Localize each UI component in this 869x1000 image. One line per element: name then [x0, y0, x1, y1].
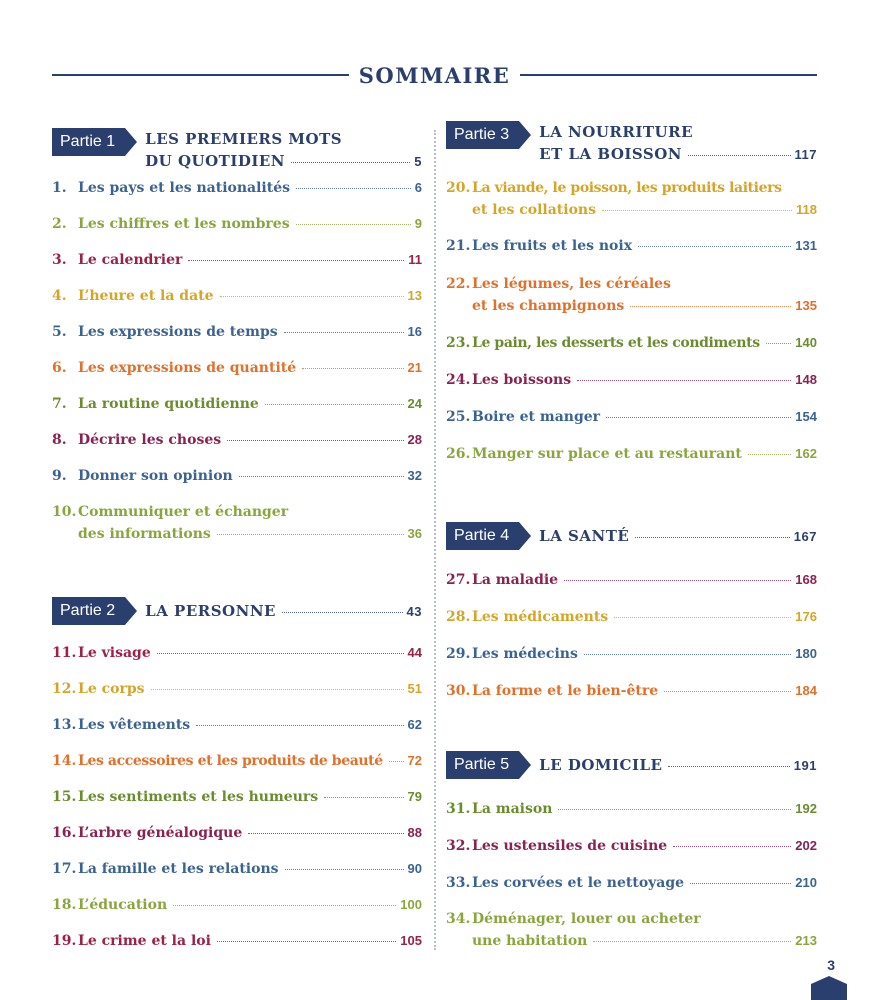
- toc-entry-1[interactable]: [52, 177, 422, 199]
- chapter-title: La forme et le bien-être: [472, 683, 659, 699]
- part-tag: Partie 1: [52, 128, 125, 156]
- chapter-title: La maladie: [472, 572, 559, 588]
- part-page: 117: [794, 147, 817, 162]
- part-title-line: LA SANTÉ: [539, 527, 630, 545]
- part-3-heading[interactable]: [446, 121, 817, 166]
- chapter-page: 21: [407, 360, 422, 375]
- chapter-number: 6.: [52, 360, 67, 376]
- chapter-page: 192: [795, 801, 817, 816]
- chapter-page: 79: [407, 789, 422, 804]
- part-title-line: LA NOURRITURE: [539, 123, 693, 141]
- chapter-number: 4.: [52, 288, 67, 304]
- chapter-page: 210: [795, 875, 817, 890]
- chapter-number: 32.: [446, 838, 471, 854]
- toc-entry-34[interactable]: [446, 908, 817, 952]
- toc-entry-8[interactable]: [52, 429, 422, 451]
- chapter-title: Boire et manger: [472, 409, 601, 425]
- chapter-page: 148: [795, 372, 817, 387]
- chapter-number: 25.: [446, 409, 471, 425]
- toc-entry-23[interactable]: [446, 332, 817, 354]
- chapter-page: 44: [407, 645, 422, 660]
- chapter-page: 135: [795, 298, 817, 313]
- chapter-title: Déménager, louer ou acheter: [472, 911, 701, 927]
- chapter-number: 22.: [446, 276, 471, 292]
- chapter-number: 30.: [446, 683, 471, 699]
- chapter-number: 28.: [446, 609, 471, 625]
- chapter-page: 168: [795, 572, 817, 587]
- chapter-page: 118: [796, 202, 817, 217]
- chapter-number: 16.: [52, 825, 77, 841]
- chapter-number: 20.: [446, 180, 471, 196]
- chapter-page: 162: [795, 446, 817, 461]
- part-tag: Partie 5: [446, 751, 519, 779]
- chapter-title: Donner son opinion: [78, 468, 233, 484]
- chapter-title: Le calendrier: [78, 252, 183, 268]
- toc-entry-24[interactable]: [446, 369, 817, 391]
- column-divider: [434, 130, 436, 950]
- part-5-heading[interactable]: [446, 751, 817, 780]
- page-title: SOMMAIRE: [358, 62, 511, 88]
- chapter-page: 131: [795, 238, 817, 253]
- part-title: [145, 597, 422, 626]
- chapter-number: 3.: [52, 252, 67, 268]
- part-title: [539, 522, 817, 551]
- part-title-line: ET LA BOISSON: [539, 145, 683, 163]
- chapter-number: 8.: [52, 432, 67, 448]
- toc-entry-17[interactable]: [52, 858, 422, 880]
- chapter-number: 17.: [52, 861, 77, 877]
- chapter-title: Le corps: [78, 681, 145, 697]
- chapter-title: Les sentiments et les humeurs: [78, 789, 319, 805]
- part-tag: Partie 3: [446, 121, 519, 149]
- toc-entry-27[interactable]: [446, 569, 817, 591]
- header-rule-right: [520, 74, 817, 76]
- chapter-title-line2: et les champignons: [472, 298, 625, 314]
- chapter-title: La routine quotidienne: [78, 396, 259, 412]
- toc-entry-5[interactable]: [52, 321, 422, 343]
- chapter-page: 105: [400, 933, 422, 948]
- chapter-title: L’éducation: [78, 897, 168, 913]
- chapter-title: Les médicaments: [472, 609, 609, 625]
- toc-entry-20[interactable]: [446, 177, 817, 221]
- toc-entry-11[interactable]: [52, 642, 422, 664]
- part-tag: Partie 4: [446, 522, 519, 550]
- toc-entry-12[interactable]: [52, 678, 422, 700]
- chapter-page: 72: [407, 753, 422, 768]
- chapter-title: La maison: [472, 801, 553, 817]
- chapter-number: 21.: [446, 238, 471, 254]
- part-title-line: DU QUOTIDIEN: [145, 152, 286, 170]
- part-title-line: LE DOMICILE: [539, 756, 663, 774]
- chapter-number: 9.: [52, 468, 67, 484]
- chapter-number: 1.: [52, 180, 67, 196]
- chapter-number: 14.: [52, 753, 77, 769]
- part-1-heading[interactable]: [52, 128, 422, 173]
- chapter-title: Les boissons: [472, 372, 572, 388]
- chapter-page: 9: [414, 216, 422, 231]
- toc-entry-9[interactable]: [52, 465, 422, 487]
- toc-entry-18[interactable]: [52, 894, 422, 916]
- toc-entry-26[interactable]: [446, 443, 817, 465]
- toc-entry-3[interactable]: [52, 249, 422, 271]
- toc-entry-2[interactable]: [52, 213, 422, 235]
- chapter-title: L’arbre généalogique: [78, 825, 243, 841]
- chapter-page: 154: [795, 409, 817, 424]
- chapter-title: Les vêtements: [78, 717, 191, 733]
- chapter-page: 88: [407, 825, 422, 840]
- chapter-page: 16: [407, 324, 422, 339]
- toc-entry-22[interactable]: [446, 273, 817, 317]
- part-page: 43: [406, 604, 422, 619]
- chapter-title: Les accessoires et les produits de beauté: [78, 753, 383, 769]
- toc-entry-16[interactable]: [52, 822, 422, 844]
- chapter-number: 19.: [52, 933, 77, 949]
- chapter-page: 13: [407, 288, 422, 303]
- part-title-line: LES PREMIERS MOTS: [145, 130, 343, 148]
- toc-entry-15[interactable]: [52, 786, 422, 808]
- toc-entry-21[interactable]: [446, 235, 817, 257]
- chapter-page: 11: [408, 252, 422, 267]
- chapter-title: Les ustensiles de cuisine: [472, 838, 668, 854]
- toc-entry-30[interactable]: [446, 680, 817, 702]
- chapter-title: Les fruits et les noix: [472, 238, 633, 254]
- chapter-title: Les médecins: [472, 646, 578, 662]
- part-2-heading[interactable]: [52, 597, 422, 626]
- part-title: [539, 121, 817, 166]
- chapter-page: 213: [795, 933, 817, 948]
- chapter-page: 90: [407, 861, 422, 876]
- chapter-number: 10.: [52, 504, 77, 520]
- chapter-page: 100: [400, 897, 422, 912]
- chapter-title: Les corvées et le nettoyage: [472, 875, 685, 891]
- toc-entry-6[interactable]: [52, 357, 422, 379]
- toc-entry-32[interactable]: [446, 835, 817, 857]
- chapter-number: 7.: [52, 396, 67, 412]
- toc-entry-33[interactable]: [446, 872, 817, 894]
- toc-entry-19[interactable]: [52, 930, 422, 952]
- chapter-title: La viande, le poisson, les produits laitiers: [472, 180, 782, 196]
- toc-entry-29[interactable]: [446, 643, 817, 665]
- chapter-title-line2: et les collations: [472, 202, 596, 218]
- chapter-number: 31.: [446, 801, 471, 817]
- chapter-page: 184: [795, 683, 817, 698]
- part-title: [539, 751, 817, 780]
- page-number: 3: [827, 957, 835, 973]
- chapter-number: 18.: [52, 897, 77, 913]
- part-tag: Partie 2: [52, 597, 125, 625]
- chapter-title: Les expressions de quantité: [78, 360, 297, 376]
- chapter-title: Le crime et la loi: [78, 933, 211, 949]
- chapter-number: 12.: [52, 681, 77, 697]
- chapter-number: 34.: [446, 911, 471, 927]
- chapter-title: Manger sur place et au restaurant: [472, 446, 742, 462]
- chapter-number: 33.: [446, 875, 471, 891]
- page-header: [52, 58, 817, 92]
- chapter-page: 32: [407, 468, 422, 483]
- chapter-number: 23.: [446, 335, 471, 351]
- part-page: 5: [414, 154, 422, 169]
- toc-entry-25[interactable]: [446, 406, 817, 428]
- toc-entry-13[interactable]: [52, 714, 422, 736]
- chapter-title: Communiquer et échanger: [78, 504, 289, 520]
- chapter-title-line2: une habitation: [472, 933, 588, 949]
- chapter-number: 15.: [52, 789, 77, 805]
- chapter-number: 27.: [446, 572, 471, 588]
- part-title-line: LA PERSONNE: [145, 602, 276, 620]
- chapter-page: 51: [407, 681, 422, 696]
- chapter-title: Les pays et les nationalités: [78, 180, 291, 196]
- chapter-title-line2: des informations: [78, 526, 211, 542]
- chapter-page: 180: [795, 646, 817, 661]
- chapter-page: 202: [795, 838, 817, 853]
- toc-entry-28[interactable]: [446, 606, 817, 628]
- toc-entry-10[interactable]: [52, 501, 422, 545]
- chapter-page: 28: [407, 432, 422, 447]
- chapter-title: Le visage: [78, 645, 151, 661]
- part-page: 191: [793, 758, 817, 773]
- part-4-heading[interactable]: [446, 522, 817, 551]
- chapter-number: 5.: [52, 324, 67, 340]
- page-corner-tab: [811, 976, 847, 1000]
- chapter-number: 2.: [52, 216, 67, 232]
- chapter-page: 176: [795, 609, 817, 624]
- chapter-title: L’heure et la date: [78, 288, 214, 304]
- chapter-page: 140: [795, 335, 817, 350]
- part-title: [145, 128, 422, 173]
- chapter-number: 11.: [52, 645, 77, 661]
- chapter-title: Le pain, les desserts et les condiments: [472, 335, 760, 351]
- chapter-page: 6: [414, 180, 422, 195]
- toc-entry-14[interactable]: [52, 750, 422, 772]
- chapter-title: La famille et les relations: [78, 861, 279, 877]
- toc-entry-4[interactable]: [52, 285, 422, 307]
- toc-entry-7[interactable]: [52, 393, 422, 415]
- header-rule-left: [52, 74, 349, 76]
- chapter-page: 36: [407, 526, 422, 541]
- toc-entry-31[interactable]: [446, 798, 817, 820]
- chapter-title: Décrire les choses: [78, 432, 222, 448]
- chapter-number: 26.: [446, 446, 471, 462]
- chapter-number: 24.: [446, 372, 471, 388]
- chapter-number: 29.: [446, 646, 471, 662]
- chapter-page: 62: [407, 717, 422, 732]
- part-page: 167: [793, 529, 817, 544]
- chapter-page: 24: [407, 396, 422, 411]
- chapter-title: Les expressions de temps: [78, 324, 278, 340]
- chapter-title: Les chiffres et les nombres: [78, 216, 290, 232]
- chapter-title: Les légumes, les céréales: [472, 276, 671, 292]
- chapter-number: 13.: [52, 717, 77, 733]
